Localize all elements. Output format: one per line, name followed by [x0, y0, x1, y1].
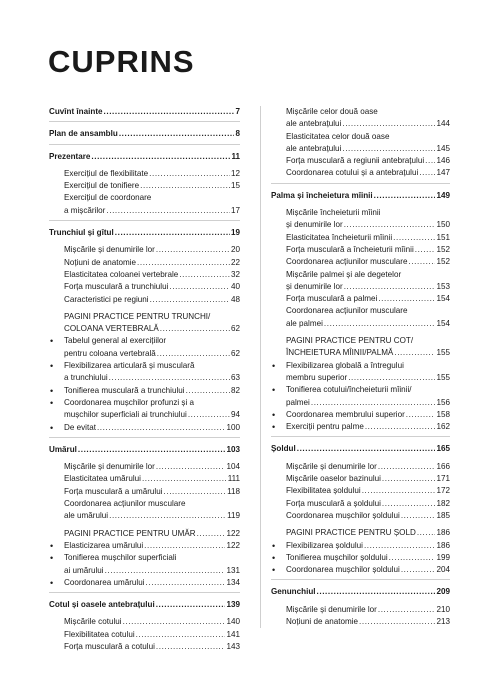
toc-entry[interactable] [271, 564, 450, 576]
page-number: 7 [235, 107, 240, 116]
toc-entry[interactable] [271, 421, 450, 433]
toc-entry[interactable] [49, 323, 240, 335]
page-number: 186 [436, 540, 450, 550]
entry-title: a trunchiului [64, 373, 108, 383]
entry-title: Mișcările oaselor bazinului [286, 474, 381, 484]
entry-title: Noțiuni de anatomie [64, 257, 136, 267]
entry-title: Elasticitatea coloanei vertebrale [64, 269, 179, 279]
entry-title: • Coordonarea umărului [64, 577, 145, 587]
dot-leader [140, 180, 230, 192]
toc-entry[interactable] [271, 461, 450, 473]
dot-leader [419, 167, 435, 179]
entry-title: Forța musculară a șoldului [286, 498, 381, 508]
entry-title: Forța musculară a trunchiului [64, 282, 169, 292]
toc-entry[interactable]: • Flexibilizarea globală a întregului [271, 360, 450, 372]
toc-section-entry[interactable] [49, 106, 240, 118]
page-number: 20 [230, 245, 240, 255]
toc-section-entry[interactable] [49, 151, 240, 163]
page-number: 165 [436, 444, 450, 454]
toc-entry[interactable] [271, 155, 450, 167]
dot-leader [119, 128, 235, 140]
page-number: 122 [226, 540, 240, 550]
toc-entry[interactable] [49, 486, 240, 498]
toc-section-entry[interactable] [49, 444, 240, 456]
dot-leader [186, 385, 230, 397]
entry-title: ale antebrațului [286, 119, 342, 129]
toc-entry[interactable] [271, 372, 450, 384]
entry-title: Forța musculară a umărului [64, 486, 163, 496]
page-number: 210 [436, 604, 450, 614]
entry-title: Prezentare [49, 151, 91, 161]
entry-title: Forța musculară a regiunii antebrațului [286, 156, 425, 166]
page-number: 145 [436, 143, 450, 153]
entry-title: ale palmei [286, 318, 323, 328]
toc-left-column [49, 106, 240, 653]
toc-entry[interactable] [271, 118, 450, 130]
page-number: 147 [436, 168, 450, 178]
dot-leader [317, 586, 436, 598]
entry-title: pentru coloana vertebrală [64, 348, 156, 358]
toc-entry[interactable] [49, 385, 240, 397]
dot-leader [136, 629, 226, 641]
dot-leader [156, 244, 230, 256]
dot-leader [425, 155, 435, 167]
page-number: 104 [226, 462, 240, 472]
entry-title: Mișcările și denumirile lor [286, 461, 377, 471]
toc-section-entry[interactable] [49, 227, 240, 239]
page-number: 17 [230, 205, 240, 215]
entry-title: Elasticitatea încheieturii mîinii [286, 232, 393, 242]
dot-leader [408, 256, 435, 268]
toc-entry[interactable]: Mișcările celor două oase [286, 107, 378, 116]
entry-title: Mișcările cotului [64, 617, 122, 627]
toc-entry[interactable]: Mișcările palmei și ale degetelor [286, 269, 402, 279]
dot-leader [364, 540, 436, 552]
toc-section-entry[interactable] [49, 128, 240, 140]
page-number: 213 [436, 616, 450, 626]
page-number: 150 [436, 220, 450, 230]
entry-title: Exercițiul de tonifiere [64, 181, 140, 191]
dot-leader [415, 244, 436, 256]
entry-title: • De evitat [64, 422, 96, 432]
dot-leader [160, 323, 230, 335]
section-divider [49, 592, 240, 593]
entry-title: PAGINI PRACTICE PENTRU UMĂR [64, 528, 196, 538]
toc-entry[interactable]: PAGINI PRACTICE PENTRU TRUNCHI/ [64, 311, 211, 321]
dot-leader [149, 168, 230, 180]
toc-entry[interactable]: PAGINI PRACTICE PENTRU COT/ [286, 336, 414, 346]
entry-title: Coordonarea mușchilor șoldului [286, 510, 400, 520]
dot-leader [109, 372, 230, 384]
section-divider [49, 144, 240, 145]
toc-entry[interactable]: Coordonarea acțiunilor musculare [286, 306, 408, 316]
toc-entry[interactable] [271, 616, 450, 628]
page-number: 185 [436, 510, 450, 520]
dot-leader [156, 599, 226, 611]
page-number: 100 [226, 422, 240, 432]
toc-entry[interactable] [271, 318, 450, 330]
entry-title: Exercițiul de flexibilitate [64, 168, 149, 178]
dot-leader [406, 409, 436, 421]
page-number: 118 [227, 486, 240, 496]
toc-entry[interactable] [271, 498, 450, 510]
page-number: 146 [436, 156, 450, 166]
dot-leader [344, 219, 436, 231]
dot-leader [348, 372, 435, 384]
toc-right-list [271, 106, 450, 628]
page-number: 139 [226, 600, 240, 610]
page-number: 40 [230, 282, 240, 292]
dot-leader [123, 616, 226, 628]
page-number: 94 [230, 410, 240, 420]
page-number: 82 [230, 385, 240, 395]
dot-leader [91, 151, 230, 163]
entry-title: ÎNCHEIETURA MÎINII/PALMĂ [286, 348, 394, 358]
dot-leader [378, 293, 435, 305]
page-number: 155 [436, 372, 450, 382]
page-number: 48 [230, 294, 240, 304]
dot-leader [144, 540, 225, 552]
entry-title: Forța musculară a cotului [64, 641, 155, 651]
toc-entry[interactable] [49, 565, 240, 577]
entry-title: a mișcărilor [64, 205, 106, 215]
entry-title: ale antebrațului [286, 143, 342, 153]
entry-title: Trunchiul și gîtul [49, 228, 114, 238]
page-number: 158 [436, 409, 450, 419]
page-number: 111 [227, 474, 240, 484]
page-number: 199 [436, 552, 450, 562]
page-number: 62 [230, 324, 240, 334]
entry-title: Genunchiul [271, 587, 316, 597]
dot-leader [359, 616, 435, 628]
page-number: 209 [436, 587, 450, 597]
entry-title: Palma și încheietura mîinii [271, 190, 373, 200]
page-number: 103 [226, 444, 240, 454]
toc-section-entry[interactable] [271, 190, 450, 202]
page-number: 32 [230, 269, 240, 279]
toc-entry[interactable] [49, 281, 240, 293]
toc-left-list [49, 106, 240, 653]
dot-leader [389, 552, 436, 564]
toc-entry[interactable] [49, 577, 240, 589]
page-number: 182 [436, 498, 450, 508]
entry-title: Mișcările și denumirile lor [286, 604, 377, 614]
toc-entry[interactable] [271, 281, 450, 293]
toc-entry[interactable]: Mișcările încheieturii mîinii [286, 208, 381, 218]
page-number: 172 [436, 486, 450, 496]
page-number: 19 [230, 228, 240, 238]
toc-section-entry[interactable] [271, 586, 450, 598]
page-number: 154 [436, 294, 450, 304]
toc-entry[interactable]: • Flexibilizarea articulară și musculară [49, 360, 240, 372]
section-divider [49, 220, 240, 221]
entry-title: Flexibilitatea șoldului [286, 486, 361, 496]
toc-entry[interactable]: Elasticitatea celor două oase [286, 131, 390, 141]
toc-entry[interactable] [49, 205, 240, 217]
toc-entry[interactable] [49, 372, 240, 384]
dot-leader [311, 397, 436, 409]
toc-entry[interactable] [271, 485, 450, 497]
toc-entry[interactable]: • Tonifierea cotului/încheieturii mîinii/ [271, 384, 450, 396]
toc-section-entry[interactable] [271, 443, 450, 455]
dot-leader [197, 528, 226, 540]
page-number: 155 [436, 348, 450, 358]
entry-title: ai umărului [64, 565, 104, 575]
toc-entry[interactable] [271, 409, 450, 421]
dot-leader [342, 143, 435, 155]
section-divider [271, 183, 450, 184]
toc-entry[interactable] [49, 528, 240, 540]
toc-entry[interactable]: Exercițiul de coordonare [64, 193, 152, 203]
dot-leader [137, 257, 230, 269]
toc-entry[interactable] [49, 244, 240, 256]
dot-leader [417, 527, 436, 539]
entry-title: Cotul și oasele antebrațului [49, 600, 155, 610]
toc-entry[interactable]: • Coordonarea mușchilor profunzi și a [49, 397, 240, 409]
toc-entry[interactable] [49, 180, 240, 192]
page-number: 131 [226, 565, 240, 575]
dot-leader [115, 227, 230, 239]
entry-title: • Tonifierea mușchilor șoldului [286, 552, 388, 562]
page-number: 153 [436, 281, 450, 291]
toc-entry[interactable] [49, 641, 240, 653]
toc-entry[interactable] [49, 269, 240, 281]
entry-title: • Exerciții pentru palme [286, 422, 364, 432]
page-number: 134 [226, 577, 240, 587]
toc-entry[interactable] [271, 510, 450, 522]
dot-leader [156, 641, 226, 653]
section-divider [49, 121, 240, 122]
toc-entry[interactable] [271, 604, 450, 616]
toc-section-entry[interactable] [49, 599, 240, 611]
page-number: 141 [226, 629, 240, 639]
page-number: 171 [436, 474, 450, 484]
section-divider [49, 437, 240, 438]
toc-entry[interactable] [49, 510, 240, 522]
dot-leader [382, 473, 436, 485]
page-number: 15 [230, 181, 240, 191]
toc-entry[interactable] [271, 256, 450, 268]
toc-entry[interactable] [49, 473, 240, 485]
entry-title: Coordonarea cotului și a antebrațului [286, 168, 419, 178]
section-divider [271, 579, 450, 580]
dot-leader [105, 565, 226, 577]
toc-entry[interactable] [49, 422, 240, 434]
entry-title: COLOANA VERTEBRALĂ [64, 324, 159, 334]
toc-entry[interactable] [49, 616, 240, 628]
page-number: 149 [436, 190, 450, 200]
dot-leader [362, 485, 436, 497]
entry-title: Flexibilitatea cotului [64, 629, 135, 639]
page-number: 162 [436, 422, 450, 432]
dot-leader [78, 444, 226, 456]
entry-title: Cuvînt înainte [49, 107, 103, 116]
toc-entry[interactable] [49, 257, 240, 269]
toc-entry[interactable]: • Tabelul general al exercițiilor [49, 335, 240, 347]
page-number: 12 [230, 168, 240, 178]
dot-leader [324, 318, 436, 330]
dot-leader [109, 510, 226, 522]
dot-leader [401, 510, 436, 522]
toc-entry[interactable] [271, 552, 450, 564]
page-number: 152 [436, 257, 450, 267]
dot-leader [401, 564, 436, 576]
entry-title: Caracteristici pe regiuni [64, 294, 149, 304]
toc-entry[interactable] [271, 232, 450, 244]
toc-entry[interactable] [49, 461, 240, 473]
entry-title: membru superior [286, 372, 348, 382]
dot-leader [342, 118, 435, 130]
dot-leader [169, 281, 230, 293]
dot-leader [97, 422, 226, 434]
entry-title: Șoldul [271, 444, 296, 454]
entry-title: palmei [286, 397, 310, 407]
toc-entry[interactable] [271, 219, 450, 231]
toc-entry[interactable] [49, 294, 240, 306]
toc-entry[interactable] [271, 527, 450, 539]
dot-leader [394, 347, 435, 359]
dot-leader [297, 443, 436, 455]
page-number: 63 [230, 373, 240, 383]
toc-entry[interactable]: • Tonifierea mușchilor superficiali [49, 552, 240, 564]
page-number: 152 [436, 244, 450, 254]
toc-right-column [260, 106, 450, 628]
entry-title: și denumirile lor [286, 281, 343, 291]
toc-entry[interactable] [271, 143, 450, 155]
entry-title: Coordonarea acțiunilor musculare [286, 257, 408, 267]
page-number: 22 [230, 257, 240, 267]
page-number: 166 [436, 461, 450, 471]
page-number: 122 [226, 528, 240, 538]
dot-leader [344, 281, 436, 293]
dot-leader [378, 461, 436, 473]
dot-leader [146, 577, 226, 589]
dot-leader [157, 348, 230, 360]
page-number: 62 [230, 348, 240, 358]
dot-leader [164, 486, 227, 498]
page-number: 119 [227, 511, 240, 521]
dot-leader [104, 106, 235, 118]
entry-title: • Coordonarea membrului superior [286, 409, 405, 419]
toc-entry[interactable] [271, 167, 450, 179]
entry-title: Mișcările și denumirile lor [64, 462, 155, 472]
section-divider [271, 436, 450, 437]
dot-leader [142, 473, 227, 485]
entry-title: Forța musculară a încheieturii mîinii [286, 244, 414, 254]
dot-leader [393, 232, 435, 244]
page-number: 151 [436, 232, 450, 242]
entry-title: mușchilor superficiali ai trunchiului [64, 410, 187, 420]
entry-title: Noțiuni de anatomie [286, 616, 358, 626]
page-number: 144 [436, 119, 450, 129]
toc-entry[interactable]: Coordonarea acțiunilor musculare [64, 499, 186, 509]
dot-leader [106, 205, 230, 217]
toc-entry[interactable] [49, 409, 240, 421]
entry-title: Mișcările și denumirile lor [64, 245, 155, 255]
entry-title: PAGINI PRACTICE PENTRU ȘOLD [286, 528, 416, 538]
page-number: 204 [436, 565, 450, 575]
page-number: 8 [235, 129, 240, 139]
entry-title: și denumirile lor [286, 220, 343, 230]
dot-leader [374, 190, 436, 202]
entry-title: Umărul [49, 444, 77, 454]
entry-title: • Elasticizarea umărului [64, 540, 144, 550]
entry-title: Forța musculară a palmei [286, 294, 378, 304]
page-number: 140 [226, 617, 240, 627]
toc-entry[interactable] [271, 347, 450, 359]
entry-title: Elasticitatea umărului [64, 474, 141, 484]
dot-leader [188, 409, 230, 421]
toc-entry[interactable] [49, 168, 240, 180]
entry-title: • Coordonarea mușchilor șoldului [286, 565, 400, 575]
entry-title: ale umărului [64, 511, 109, 521]
page-number: 154 [436, 318, 450, 328]
page-number: 143 [226, 641, 240, 651]
entry-title: • Tonifierea musculară a trunchiului [64, 385, 185, 395]
toc-entry[interactable] [49, 629, 240, 641]
dot-leader [179, 269, 230, 281]
toc-entry[interactable] [271, 540, 450, 552]
dot-leader [378, 604, 436, 616]
page-number: 186 [436, 528, 450, 538]
toc-entry[interactable] [271, 397, 450, 409]
dot-leader [365, 421, 436, 433]
dot-leader [382, 498, 436, 510]
dot-leader [150, 294, 230, 306]
page-title: CUPRINS [48, 44, 195, 79]
toc-entry[interactable] [271, 244, 450, 256]
entry-title: • Flexibilizarea șoldului [286, 540, 363, 550]
toc-entry[interactable] [271, 473, 450, 485]
toc-entry[interactable] [271, 293, 450, 305]
page-number: 156 [436, 397, 450, 407]
entry-title: Plan de ansamblu [49, 129, 118, 139]
toc-entry[interactable] [49, 348, 240, 360]
toc-entry[interactable] [49, 540, 240, 552]
dot-leader [156, 461, 226, 473]
page-number: 11 [231, 151, 240, 161]
